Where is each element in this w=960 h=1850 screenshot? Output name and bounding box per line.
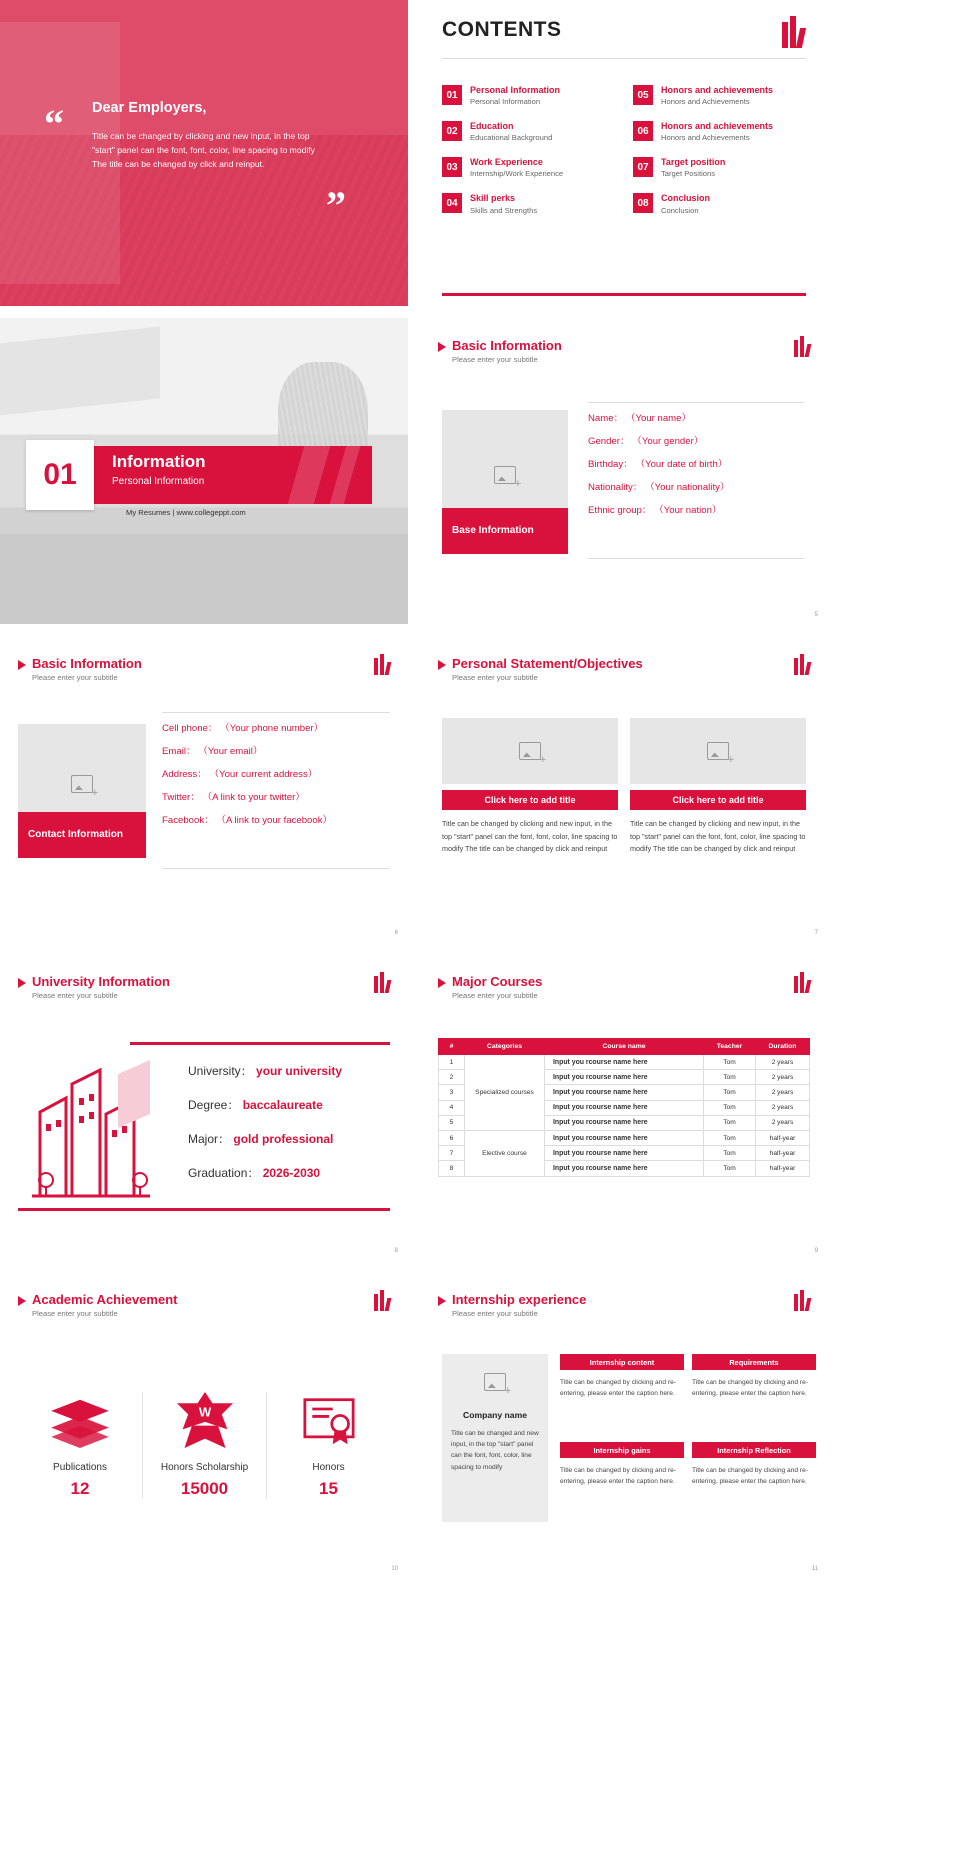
section-header <box>438 1292 586 1318</box>
info-value[interactable]: （Your gender） <box>632 436 704 447</box>
triangle-icon <box>18 1296 26 1306</box>
image-placeholder-icon <box>494 466 516 484</box>
section-header <box>438 338 562 364</box>
toc-number: 01 <box>442 85 462 105</box>
cell-duration: 2 years <box>756 1055 810 1070</box>
cell-teacher: Tom <box>704 1100 756 1115</box>
page-number: 10 <box>391 1566 398 1572</box>
image-placeholder-icon <box>71 775 93 793</box>
contact-row <box>162 789 390 803</box>
row-key: University： <box>188 1064 253 1078</box>
cell-course-name[interactable]: Input you rcourse name here <box>545 1055 704 1070</box>
contact-list <box>162 720 390 835</box>
info-key: Nationality： <box>588 482 643 493</box>
row-value[interactable]: your university <box>256 1064 343 1078</box>
page-subtitle: Please enter your subtitle <box>452 991 538 1000</box>
image-placeholder-icon[interactable] <box>442 1354 548 1410</box>
stat-label: Honors <box>312 1462 345 1473</box>
toc-title: Skill perks <box>470 193 516 204</box>
stat-value: 12 <box>70 1479 90 1498</box>
row-value[interactable]: baccalaureate <box>242 1098 323 1112</box>
chapter-title: Information <box>112 452 206 471</box>
statement-card-1 <box>442 718 618 856</box>
section-header <box>18 1292 177 1318</box>
company-body: Title can be changed and new input, in the top "start" panel can the font, font, color, line spacing to modify <box>451 1430 539 1471</box>
info-value[interactable]: （Your nationality） <box>645 482 730 493</box>
cell-course-name[interactable]: Input you rcourse name here <box>545 1085 704 1100</box>
toc-item-02[interactable] <box>442 121 615 143</box>
internship-card-requirements <box>692 1354 816 1400</box>
add-title-button[interactable]: Click here to add title <box>630 790 806 810</box>
university-row <box>188 1164 342 1181</box>
internship-card-gains <box>560 1442 684 1488</box>
brand-logo-icon <box>374 972 390 993</box>
info-key: Ethnic group： <box>588 505 652 516</box>
toc-subtitle: Educational Background <box>470 133 553 143</box>
contact-row <box>162 720 390 734</box>
cell-category: Elective course <box>465 1130 545 1176</box>
toc-title: Honors and achievements <box>661 121 774 132</box>
cell-duration: 2 years <box>756 1115 810 1130</box>
col-categories: Categories <box>465 1039 545 1055</box>
toc-subtitle: Honors and Achievements <box>661 97 750 107</box>
cell-duration: 2 years <box>756 1100 810 1115</box>
divider-bottom <box>162 868 390 869</box>
toc-item-01[interactable] <box>442 85 615 107</box>
row-key: Degree： <box>188 1098 240 1112</box>
card-header[interactable]: Requirements <box>692 1354 816 1370</box>
image-icon <box>484 1373 506 1391</box>
cell-index: 3 <box>439 1085 465 1100</box>
brand-logo-icon <box>782 16 804 48</box>
contact-row <box>162 743 390 757</box>
toc-number: 02 <box>442 121 462 141</box>
page-title: Internship experience <box>452 1292 587 1307</box>
image-placeholder-icon <box>519 742 541 760</box>
page-number: 11 <box>811 1566 818 1572</box>
contact-row <box>162 766 390 780</box>
building-icon <box>22 1054 162 1200</box>
contact-value[interactable]: （A link to your twitter） <box>202 792 305 803</box>
triangle-icon <box>438 1296 446 1306</box>
table-header-row <box>439 1039 810 1055</box>
slide-cover <box>0 0 408 306</box>
info-value[interactable]: （Your nation） <box>654 505 722 516</box>
cover-title: Dear Employers, <box>92 100 207 116</box>
toc-title: Personal Information <box>470 85 561 95</box>
chapter-number: 01 <box>26 440 94 510</box>
image-placeholder-icon <box>707 742 729 760</box>
triangle-icon <box>438 342 446 352</box>
photo-placeholder[interactable] <box>630 718 806 784</box>
toc-title: Education <box>470 121 514 132</box>
toc-number: 06 <box>633 121 653 141</box>
page-subtitle: Please enter your subtitle <box>32 991 118 1000</box>
university-row <box>188 1096 342 1113</box>
accent-bar <box>442 293 806 296</box>
company-panel <box>442 1354 548 1522</box>
stat-label: Honors Scholarship <box>160 1462 249 1473</box>
brand-logo-icon <box>794 336 810 357</box>
page-title: University Information <box>32 974 170 989</box>
statement-card-2 <box>630 718 806 856</box>
toc-subtitle: Personal Information <box>470 97 541 107</box>
row-key: Graduation： <box>188 1166 260 1180</box>
col-index: # <box>439 1039 465 1055</box>
page-subtitle: Please enter your subtitle <box>32 673 118 682</box>
toc-number: 07 <box>633 157 653 177</box>
toc-item-08[interactable] <box>633 193 806 215</box>
slide-internship-experience <box>420 1272 828 1578</box>
cell-teacher: Tom <box>704 1130 756 1145</box>
stat-honors <box>266 1392 390 1499</box>
card-header[interactable]: Internship content <box>560 1354 684 1370</box>
internship-card-reflection <box>692 1442 816 1488</box>
triangle-icon <box>438 978 446 988</box>
page-title: Basic Information <box>32 656 142 671</box>
info-value[interactable]: （Your date of birth） <box>635 459 728 470</box>
page-subtitle: Please enter your subtitle <box>452 1309 538 1318</box>
chapter-stripe-2 <box>330 446 361 504</box>
cell-teacher: Tom <box>704 1070 756 1085</box>
page-number: 5 <box>814 612 818 618</box>
cell-course-name[interactable]: Input you rcourse name here <box>545 1115 704 1130</box>
chapter-stripe-1 <box>288 446 331 504</box>
slide-contents <box>420 0 828 306</box>
cell-teacher: Tom <box>704 1055 756 1070</box>
stat-value: 15 <box>319 1479 338 1498</box>
toc-item-05[interactable] <box>633 85 806 107</box>
cell-duration: half-year <box>756 1146 810 1161</box>
slide-university-information <box>0 954 408 1260</box>
quote-close-icon: ” <box>326 183 346 228</box>
internship-card-content <box>560 1354 684 1400</box>
page-number: 6 <box>394 930 398 936</box>
card-header[interactable]: Internship gains <box>560 1442 684 1458</box>
cell-index: 5 <box>439 1115 465 1130</box>
accent-line-top <box>130 1042 390 1045</box>
cell-teacher: Tom <box>704 1161 756 1176</box>
add-title-button[interactable]: Click here to add title <box>442 790 618 810</box>
col-duration: Duration <box>756 1039 810 1055</box>
toc-number: 08 <box>633 193 653 213</box>
contact-value[interactable]: （Your current address） <box>209 769 318 780</box>
brand-logo-icon <box>794 1290 810 1311</box>
cell-duration: 2 years <box>756 1085 810 1100</box>
contact-value[interactable]: （Your phone number） <box>220 723 324 734</box>
info-row <box>588 433 804 447</box>
contact-key: Email： <box>162 746 196 757</box>
triangle-icon <box>438 660 446 670</box>
cell-course-name[interactable]: Input you rcourse name here <box>545 1070 704 1085</box>
page-subtitle: Please enter your subtitle <box>452 355 538 364</box>
cell-category: Specialized courses <box>465 1055 545 1131</box>
cell-duration: half-year <box>756 1130 810 1145</box>
contact-key: Cell phone： <box>162 723 218 734</box>
page-number: 7 <box>814 930 818 936</box>
stat-honors-scholarship <box>142 1392 266 1499</box>
quote-open-icon: “ <box>44 101 64 146</box>
slide-chapter-cover <box>0 318 408 624</box>
info-key: Name： <box>588 413 624 424</box>
stat-label: Publications <box>53 1462 107 1473</box>
accent-line-bottom <box>18 1208 390 1211</box>
toc-item-07[interactable] <box>633 157 806 179</box>
card-header[interactable]: Internship Reflection <box>692 1442 816 1458</box>
brand-logo-icon <box>374 1290 390 1311</box>
toc-subtitle: Conclusion <box>661 205 699 215</box>
brand-logo-icon <box>794 972 810 993</box>
toc-number: 03 <box>442 157 462 177</box>
cell-course-name[interactable]: Input you rcourse name here <box>545 1130 704 1145</box>
page-title: Personal Statement/Objectives <box>452 656 643 671</box>
contact-value[interactable]: （A link to your facebook） <box>216 815 333 826</box>
divider-top <box>588 402 804 403</box>
cell-course-name[interactable]: Input you rcourse name here <box>545 1161 704 1176</box>
slide-basic-information <box>420 318 828 624</box>
cell-index: 8 <box>439 1161 465 1176</box>
divider-top <box>162 712 390 713</box>
triangle-icon <box>18 978 26 988</box>
stat-value: 15000 <box>180 1479 229 1498</box>
card-body: Title can be changed by clicking and new input, in the top "start" panel can the font, font, color, line spacing to modify The title can be changed by click and reinput <box>442 819 618 854</box>
toc-title: Conclusion <box>661 193 710 204</box>
triangle-icon <box>18 660 26 670</box>
slide-academic-achievement <box>0 1272 408 1578</box>
toc-subtitle: Internship/Work Experience <box>470 169 564 179</box>
slide-personal-statement <box>420 636 828 942</box>
contact-key: Address： <box>162 769 207 780</box>
info-row <box>588 410 804 424</box>
cell-index: 2 <box>439 1070 465 1085</box>
info-list <box>588 410 804 525</box>
section-header <box>18 974 170 1000</box>
page-number: 8 <box>394 1248 398 1254</box>
row-key: Major： <box>188 1132 231 1146</box>
stats-row <box>18 1392 390 1499</box>
card-body: Title can be changed by clicking and re-entering, please enter the caption here. <box>692 1379 808 1398</box>
col-teacher: Teacher <box>704 1039 756 1055</box>
cell-teacher: Tom <box>704 1146 756 1161</box>
page-subtitle: Please enter your subtitle <box>452 673 538 682</box>
toc-number: 05 <box>633 85 653 105</box>
toc-item-04[interactable] <box>442 193 615 215</box>
page-title: Major Courses <box>452 974 543 989</box>
chapter-subtitle: Personal Information <box>112 476 205 487</box>
cell-teacher: Tom <box>704 1085 756 1100</box>
cell-teacher: Tom <box>704 1115 756 1130</box>
cell-index: 1 <box>439 1055 465 1070</box>
toc-title: Honors and achievements <box>661 85 774 95</box>
toc-subtitle: Target Positions <box>661 169 716 179</box>
section-header <box>18 656 142 682</box>
university-row <box>188 1062 342 1079</box>
cell-course-name[interactable]: Input you rcourse name here <box>545 1100 704 1115</box>
toc-number: 04 <box>442 193 462 213</box>
brand-logo-icon <box>794 654 810 675</box>
info-row <box>588 502 804 516</box>
toc-title: Target position <box>661 157 726 168</box>
contact-key: Twitter： <box>162 792 200 803</box>
cell-index: 4 <box>439 1100 465 1115</box>
books-icon <box>24 1392 136 1448</box>
certificate-icon <box>273 1392 384 1448</box>
card-body: Title can be changed by clicking and new input, in the top "start" panel can the font, font, color, line spacing to modify The title can be changed by click and reinput <box>630 819 806 854</box>
slide-contact-information <box>0 636 408 942</box>
toc-item-03[interactable] <box>442 157 615 179</box>
university-list <box>188 1062 342 1198</box>
info-value[interactable]: （Your name） <box>625 413 692 424</box>
cell-duration: 2 years <box>756 1070 810 1085</box>
award-star-icon <box>149 1392 260 1448</box>
photo-placeholder[interactable] <box>442 718 618 784</box>
stat-publications <box>18 1392 142 1499</box>
divider-bottom <box>588 558 804 559</box>
table-row <box>439 1055 810 1070</box>
divider <box>442 58 806 59</box>
contact-value[interactable]: （Your email） <box>198 746 263 757</box>
contact-information-label: Contact Information <box>18 812 146 858</box>
chapter-shape-2 <box>0 534 408 624</box>
section-header <box>438 974 542 1000</box>
cell-index: 6 <box>439 1130 465 1145</box>
card-body: Title can be changed by clicking and re-entering, please enter the caption here. <box>560 1379 676 1398</box>
cell-course-name[interactable]: Input you rcourse name here <box>545 1146 704 1161</box>
info-row <box>588 479 804 493</box>
base-information-label: Base Information <box>442 508 568 554</box>
toc-subtitle: Skills and Strengths <box>470 205 538 215</box>
col-course-name: Course name <box>545 1039 704 1055</box>
page-number: 9 <box>814 1248 818 1254</box>
section-header <box>438 656 643 682</box>
info-key: Gender： <box>588 436 630 447</box>
slide-major-courses <box>420 954 828 1260</box>
courses-table <box>438 1038 810 1177</box>
university-row <box>188 1130 342 1147</box>
page-title: Basic Information <box>452 338 562 353</box>
contents-title: CONTENTS <box>442 18 562 41</box>
contents-list <box>442 85 806 215</box>
contact-key: Facebook： <box>162 815 214 826</box>
row-value[interactable]: gold professional <box>233 1132 334 1146</box>
brand-logo-icon <box>374 654 390 675</box>
contact-row <box>162 812 390 826</box>
toc-item-06[interactable] <box>633 121 806 143</box>
cell-index: 7 <box>439 1146 465 1161</box>
svg-text:W: W <box>198 1404 211 1420</box>
table-row <box>439 1130 810 1145</box>
chapter-footer: My Resumes | www.collegeppt.com <box>126 508 246 517</box>
page-subtitle: Please enter your subtitle <box>32 1309 118 1318</box>
toc-title: Work Experience <box>470 157 543 168</box>
cell-duration: half-year <box>756 1161 810 1176</box>
toc-subtitle: Honors and Achievements <box>661 133 750 143</box>
page-title: Academic Achievement <box>32 1292 178 1307</box>
row-value[interactable]: 2026-2030 <box>262 1166 321 1180</box>
card-body: Title can be changed by clicking and re-entering, please enter the caption here. <box>692 1467 808 1486</box>
cover-body: Title can be changed by clicking and new input, in the top "start" panel can the font, font, color, line spacing to modify The title can be changed by click and reinput. <box>92 131 315 169</box>
info-row <box>588 456 804 470</box>
info-key: Birthday： <box>588 459 633 470</box>
card-body: Title can be changed by clicking and re-entering, please enter the caption here. <box>560 1467 676 1486</box>
company-name[interactable]: Company name <box>463 1410 527 1420</box>
